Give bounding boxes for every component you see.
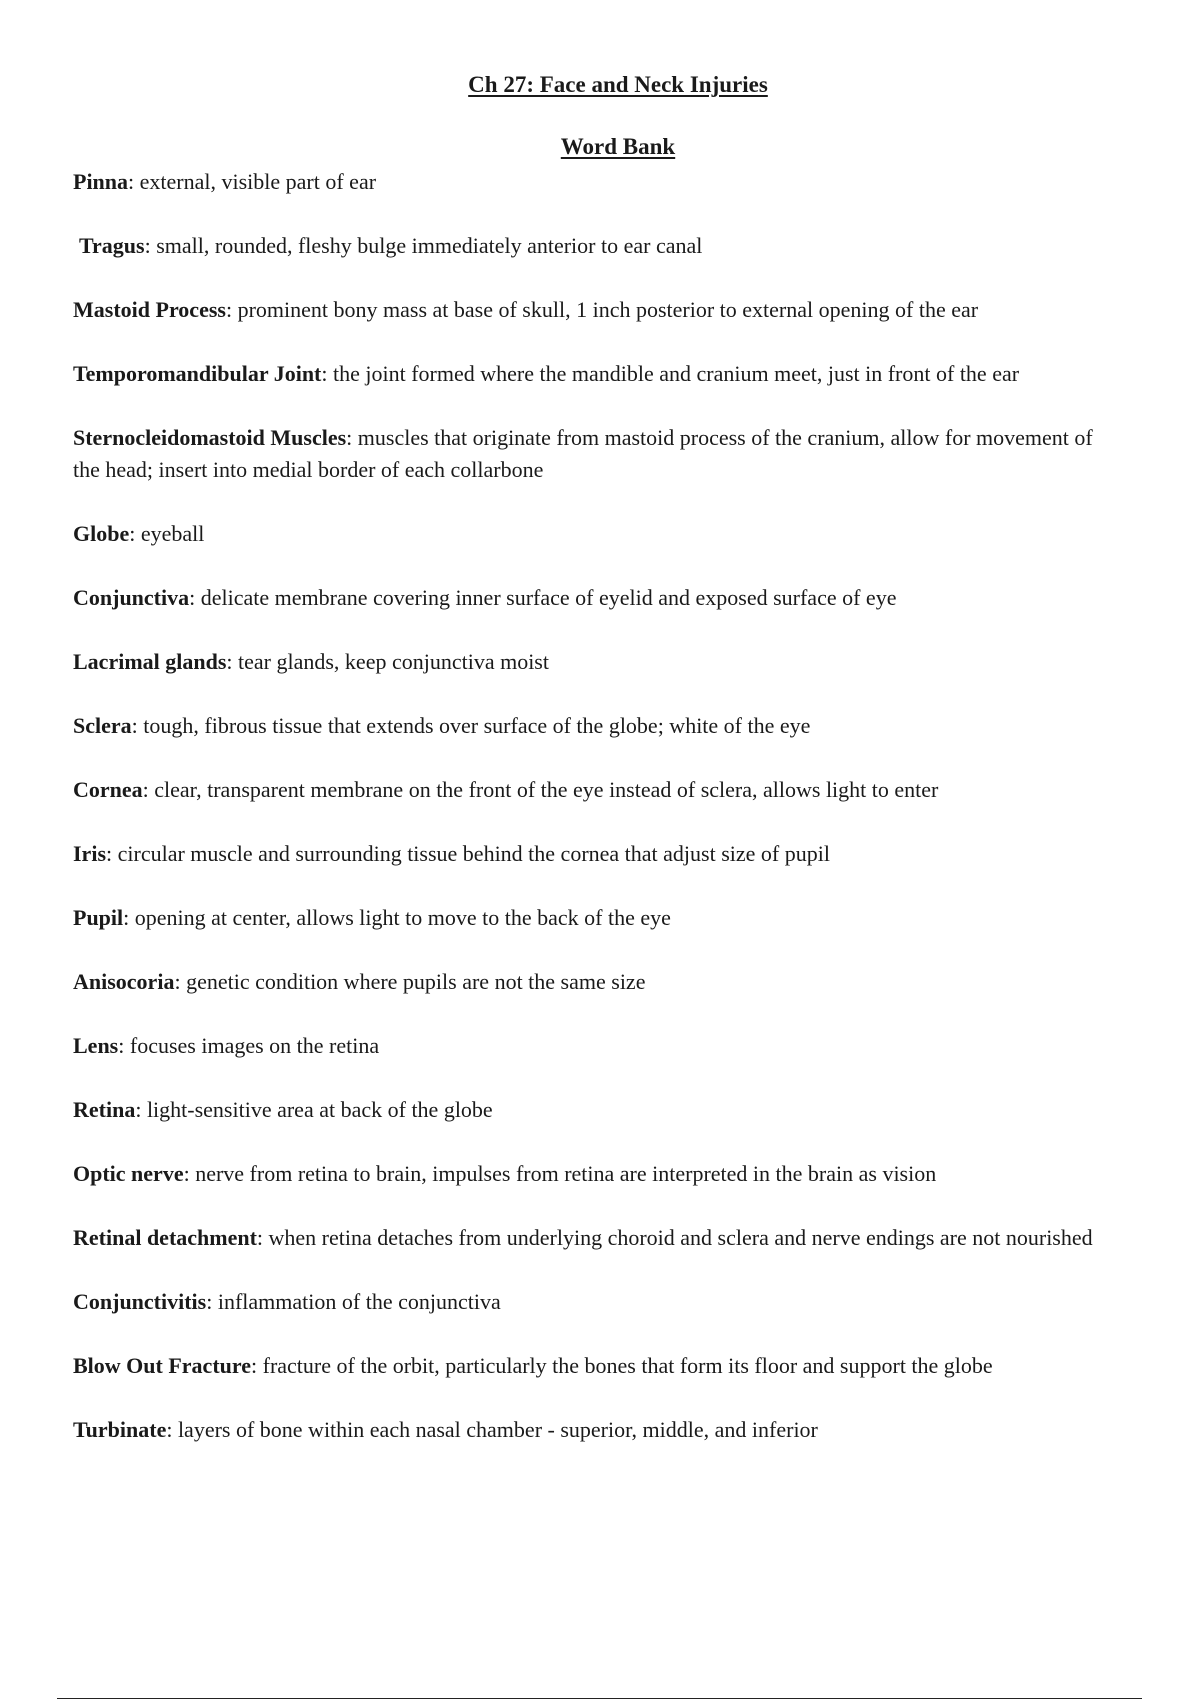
term-name: Globe <box>73 521 130 546</box>
term-name: Sternocleidomastoid Muscles <box>73 425 347 450</box>
term-name: Retinal detachment <box>73 1225 257 1250</box>
term-definition: : light-sensitive area at back of the globe <box>135 1097 493 1122</box>
term-name: Pupil <box>73 905 124 930</box>
term-definition: : when retina detaches from underlying choroid and sclera and nerve endings are not nourished <box>256 1225 1093 1250</box>
term-name: Conjunctivitis <box>73 1289 207 1314</box>
term-name: Mastoid Process <box>73 297 226 322</box>
term-definition: : genetic condition where pupils are not the same size <box>174 969 646 994</box>
word-bank-heading: Word Bank <box>560 134 676 159</box>
term-name: Optic nerve <box>73 1161 184 1186</box>
term-entry-mastoid-process <box>73 294 1123 326</box>
term-name: Turbinate <box>73 1417 167 1442</box>
term-definition: : layers of bone within each nasal chamber - superior, middle, and inferior <box>166 1417 818 1442</box>
term-entry-tragus <box>73 230 1123 262</box>
term-name: Pinna <box>73 169 129 194</box>
term-definition: : focuses images on the retina <box>118 1033 380 1058</box>
term-definition: : small, rounded, fleshy bulge immediately anterior to ear canal <box>144 233 703 258</box>
term-name: Retina <box>73 1097 136 1122</box>
term-name: Cornea <box>73 777 143 802</box>
term-definition: : the joint formed where the mandible and cranium meet, just in front of the ear <box>321 361 1020 386</box>
word-bank-list <box>73 166 1123 1478</box>
term-definition: : fracture of the orbit, particularly the bones that form its floor and support the globe <box>251 1353 993 1378</box>
term-entry-lacrimal-glands <box>73 646 1123 678</box>
term-name: Lens <box>73 1033 119 1058</box>
term-entry-pinna <box>73 166 1123 198</box>
term-entry-pupil <box>73 902 1123 934</box>
term-entry-anisocoria <box>73 966 1123 998</box>
term-entry-blow-out-fracture <box>73 1350 1123 1382</box>
term-definition: : delicate membrane covering inner surface of eyelid and exposed surface of eye <box>189 585 897 610</box>
term-entry-sclera <box>73 710 1123 742</box>
term-definition: : clear, transparent membrane on the front of the eye instead of sclera, allows light to enter <box>142 777 939 802</box>
term-definition: : external, visible part of ear <box>128 169 377 194</box>
term-name: Blow Out Fracture <box>73 1353 252 1378</box>
term-entry-sternocleidomastoid-muscles <box>73 422 1123 486</box>
term-definition: : nerve from retina to brain, impulses from retina are interpreted in the brain as vision <box>183 1161 937 1186</box>
term-entry-temporomandibular-joint <box>73 358 1123 390</box>
term-name: Anisocoria <box>73 969 175 994</box>
term-definition: : tough, fibrous tissue that extends over surface of the globe; white of the eye <box>131 713 811 738</box>
document-title: Ch 27: Face and Neck Injuries <box>468 72 768 97</box>
term-definition: : muscles that originate from mastoid process of the cranium, allow for movement of the head; insert into medial border of each collarbone <box>73 425 1093 482</box>
term-entry-lens <box>73 1030 1123 1062</box>
term-definition: : opening at center, allows light to move to the back of the eye <box>123 905 671 930</box>
term-entry-retina <box>73 1094 1123 1126</box>
term-name: Conjunctiva <box>73 585 190 610</box>
term-name: Lacrimal glands <box>73 649 227 674</box>
term-entry-globe <box>73 518 1123 550</box>
term-entry-turbinate <box>73 1414 1123 1446</box>
term-definition: : prominent bony mass at base of skull, 1 inch posterior to external opening of the ear <box>225 297 979 322</box>
term-definition: : circular muscle and surrounding tissue behind the cornea that adjust size of pupil <box>106 841 830 866</box>
term-entry-iris <box>73 838 1123 870</box>
footer-divider <box>57 1698 1142 1699</box>
term-entry-retinal-detachment <box>73 1222 1123 1254</box>
term-name: Temporomandibular Joint <box>73 361 322 386</box>
term-definition: : inflammation of the conjunctiva <box>206 1289 501 1314</box>
term-entry-cornea <box>73 774 1123 806</box>
term-entry-conjunctiva <box>73 582 1123 614</box>
term-entry-optic-nerve <box>73 1158 1123 1190</box>
term-definition: : tear glands, keep conjunctiva moist <box>226 649 549 674</box>
term-name: Tragus <box>79 233 145 258</box>
term-definition: : eyeball <box>129 521 205 546</box>
term-entry-conjunctivitis <box>73 1286 1123 1318</box>
term-name: Sclera <box>73 713 132 738</box>
term-name: Iris <box>73 841 106 866</box>
